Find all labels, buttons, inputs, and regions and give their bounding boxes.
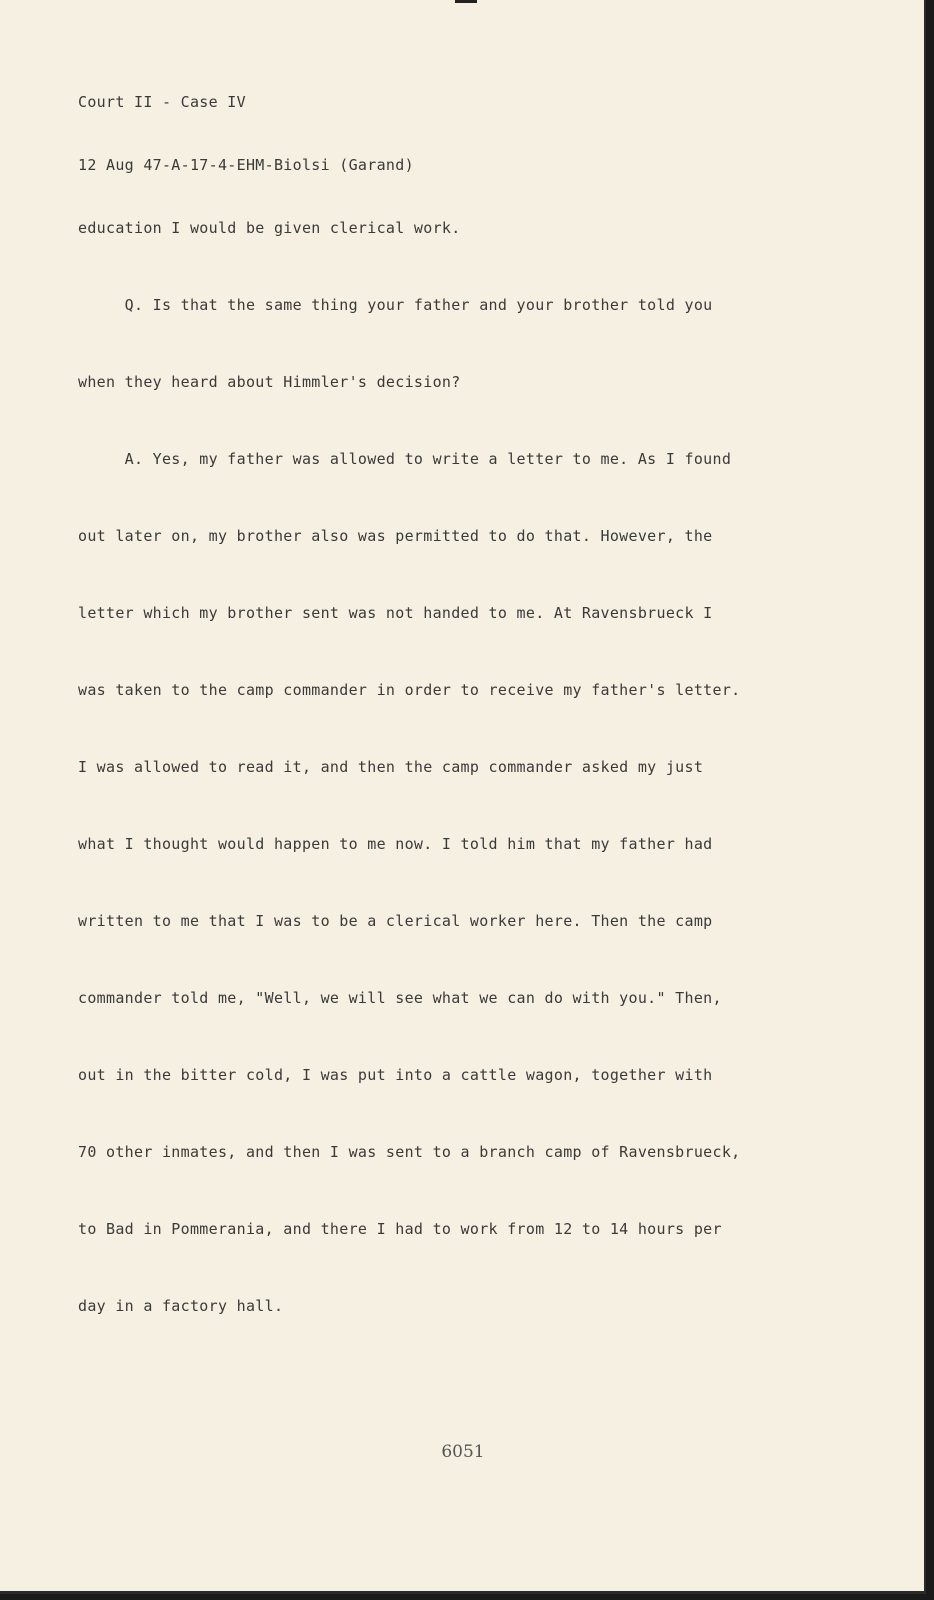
transcript-line: I was allowed to read it, and then the camp commander asked my just bbox=[78, 758, 704, 776]
transcript-line: Q. Is that the same thing your father and your brother told you bbox=[78, 296, 713, 314]
transcript-line: written to me that I was to be a clerical worker here. Then the camp bbox=[78, 912, 713, 930]
header-court-case: Court II - Case IV bbox=[78, 93, 246, 111]
transcript-line: to Bad in Pommerania, and there I had to work from 12 to 14 hours per bbox=[78, 1220, 722, 1238]
transcript-line: out later on, my brother also was permitted to do that. However, the bbox=[78, 527, 713, 545]
transcript-line: when they heard about Himmler's decision? bbox=[78, 373, 461, 391]
transcript-line: letter which my brother sent was not handed to me. At Ravensbrueck I bbox=[78, 604, 713, 622]
transcript-line: commander told me, "Well, we will see what we can do with you." Then, bbox=[78, 989, 722, 1007]
page-number: 6051 bbox=[441, 1442, 485, 1462]
transcript-body bbox=[78, 172, 740, 1363]
transcript-line: 70 other inmates, and then I was sent to a branch camp of Ravensbrueck, bbox=[78, 1143, 741, 1161]
transcript-line: A. Yes, my father was allowed to write a letter to me. As I found bbox=[78, 450, 732, 468]
transcript-line: was taken to the camp commander in order to receive my father's letter. bbox=[78, 681, 741, 699]
header-reference: 12 Aug 47-A-17-4-EHM-Biolsi (Garand) bbox=[78, 156, 414, 174]
transcript-line: out in the bitter cold, I was put into a cattle wagon, together with bbox=[78, 1066, 713, 1084]
transcript-line: education I would be given clerical work. bbox=[78, 219, 461, 237]
transcript-line: what I thought would happen to me now. I told him that my father had bbox=[78, 835, 713, 853]
transcript-line: day in a factory hall. bbox=[78, 1297, 284, 1315]
staple-mark bbox=[455, 0, 477, 3]
